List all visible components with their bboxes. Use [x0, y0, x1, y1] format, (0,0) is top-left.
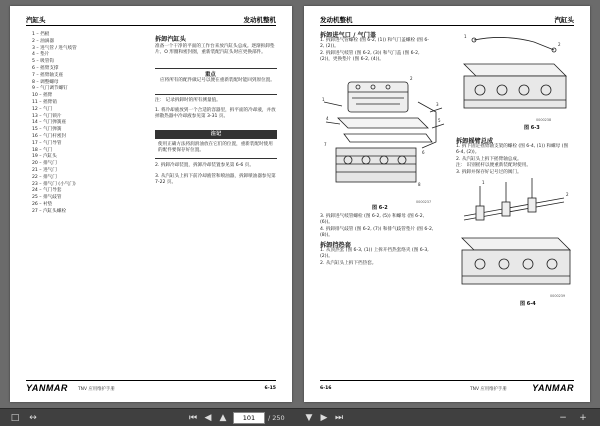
step-1: 1. 将冷却液放到一个合适的容器里，拆平面的冷却液，并放掉散热器中冷却液参见第 3-31 页。	[155, 108, 276, 120]
figure-caption: 图 6-3	[524, 125, 540, 131]
legend-item: 7 – 摇臂轴支座	[32, 72, 64, 78]
figure-6-2-illustration	[318, 72, 446, 198]
svg-text:6: 6	[422, 150, 425, 155]
caution-text: 使用正确方法将润滑油放在它们的位置，重新装配时使用的配件要保存好位置。	[158, 142, 273, 154]
page-number: 6-15	[264, 386, 276, 391]
page-total: / 250	[268, 414, 285, 422]
legend-item: 4 – 垫片	[32, 52, 50, 58]
zoom-in-icon[interactable]: +	[579, 413, 587, 423]
svg-text:2: 2	[566, 192, 569, 197]
fit-page-icon[interactable]: □	[10, 413, 20, 423]
section-text: 3. 拆卸进气岐管螺栓 (图 6-2, (5)) 和螺母 (图 6-2, (6))。 4. 拆卸排气歧管 (图 6-2, (7)) 和排气歧管垫片 (图 6-2, (8))。	[320, 214, 434, 239]
brand-logo: YANMAR	[26, 383, 68, 393]
section-text: 1. 拆卸进气管螺栓 (图 6-2, (1)) 和气门盖螺栓 (图 6-2, (2))。 2. 拆卸进气岐管 (图 6-2, (3)) 和气门盖 (图 6-2, (2))，更换垫片 (图 6-2, (4))。	[320, 38, 429, 63]
section-text: 1. 拆下固定摇臂轴支架的螺栓 (图 6-4, (1)) 和螺母 (图 6-4, (2))。 2. 从汽缸头上拆下摇臂轴总成。 注： 识别摇杆以便重新装配时使用。 3. 拆卸并保存好记号过的阀门。	[456, 144, 569, 175]
viewer-toolbar	[0, 408, 600, 426]
header-right: 汽缸头	[554, 16, 574, 24]
svg-text:3: 3	[436, 102, 439, 107]
page-number: 6-16	[320, 386, 332, 391]
page-header	[26, 14, 276, 26]
legend-item: 16 – 气门杆密封	[32, 133, 67, 139]
legend-item: 19 – 汽缸头	[32, 154, 57, 160]
figure-6-3-illustration	[454, 30, 574, 118]
fit-width-icon[interactable]: ↔	[29, 413, 37, 423]
svg-text:2: 2	[410, 76, 413, 81]
legend-item: 23 – 排气门 (小气门)	[32, 181, 76, 187]
legend-item: 13 – 气门锁片	[32, 113, 62, 119]
legend-item: 1 – 挡板	[32, 32, 50, 37]
legend-item: 20 – 排气门	[32, 161, 57, 167]
notice-text: 应将所有的配件做记号以便在重新装配时能回到原位置。	[160, 78, 275, 83]
caution-divider	[155, 158, 277, 159]
legend-item: 6 – 摇臂支撑	[32, 65, 59, 71]
footer-text: TNV 应用维护手册	[78, 387, 115, 392]
legend-item: 10 – 摇臂	[32, 93, 53, 99]
left-page	[10, 6, 292, 402]
notice-divider	[155, 94, 277, 95]
page-number-input[interactable]: 101	[233, 412, 265, 424]
svg-text:1: 1	[482, 180, 485, 185]
right-page	[304, 6, 590, 402]
page-header	[320, 14, 574, 26]
section-title: 拆卸进气口 / 气门盖	[320, 32, 377, 39]
step-2: 2. 拆卸冷却装置，拆卸冷却装置参见第 6-6 页。	[155, 163, 254, 168]
legend-item: 21 – 进气门	[32, 167, 57, 173]
page-footer	[26, 380, 276, 394]
parts-legend	[32, 32, 142, 216]
page-footer	[320, 380, 574, 394]
section-text: 1. 从顶热套 (图 6-3, (1)) 上拆开挡热套络夹 (图 6-3, (2))。 2. 从汽缸头上拆下挡热套。	[320, 248, 429, 266]
legend-item: 22 – 排气门	[32, 174, 57, 180]
next-page-icon[interactable]: ▶	[320, 413, 328, 423]
last-page-icon[interactable]: ⏭	[334, 413, 344, 423]
figure-code: 0000237	[416, 200, 432, 204]
first-page-icon[interactable]: ⏮	[188, 413, 198, 423]
legend-item: 9 – 气门调节螺钉	[32, 86, 68, 92]
figure-code: 0000239	[550, 294, 566, 298]
scroll-down-icon[interactable]: ▼	[305, 413, 313, 423]
svg-text:5: 5	[438, 118, 441, 123]
header-left: 发动机整机	[320, 16, 353, 24]
legend-item: 5 – 吸管钩	[32, 59, 54, 65]
legend-item: 15 – 气门弹簧	[32, 127, 62, 133]
svg-text:1: 1	[322, 97, 325, 102]
figure-code: 0000238	[536, 118, 552, 122]
legend-item: 3 – 进气管 / 进气岐管	[32, 45, 77, 51]
figure-caption: 图 6-2	[372, 205, 388, 211]
caution-bar: 注记	[155, 130, 277, 139]
legend-item: 2 – 油滴器	[32, 38, 54, 44]
brand-logo: YANMAR	[532, 383, 574, 393]
figure-6-4-illustration	[454, 176, 578, 298]
notice-title: 重点	[205, 72, 216, 78]
section-title: 拆卸汽缸头	[155, 36, 186, 43]
legend-item: 27 – 汽缸头螺栓	[32, 208, 67, 214]
zoom-out-icon[interactable]: −	[559, 413, 567, 423]
legend-item: 12 – 气门	[32, 106, 53, 112]
svg-text:8: 8	[418, 182, 421, 187]
section-title: 拆卸挡热套	[320, 242, 351, 249]
prev-page-icon[interactable]: ◀	[204, 413, 212, 423]
step-3: 3. 从汽缸头上拆下前冷却液管和喷油器，拆卸喷油器参见第 7-22 页。	[155, 174, 276, 186]
svg-text:4: 4	[326, 116, 329, 121]
svg-text:1: 1	[464, 34, 467, 39]
scroll-up-icon[interactable]: ▲	[219, 413, 227, 423]
note-text: 注： 记录拆卸时的所有测量值。	[155, 98, 221, 103]
svg-text:2: 2	[558, 42, 561, 47]
header-right: 发动机整机	[243, 16, 276, 24]
legend-item: 24 – 气门导套	[32, 188, 62, 194]
header-left: 汽缸头	[26, 16, 46, 24]
notice-divider	[155, 68, 277, 69]
legend-item: 11 – 摇臂销	[32, 99, 57, 105]
figure-caption: 图 6-4	[520, 301, 536, 307]
section-title: 拆卸摇臂总成	[456, 138, 494, 145]
legend-item: 14 – 气门弹簧座	[32, 120, 67, 126]
footer-text: TNV 应用维护手册	[470, 387, 507, 392]
legend-item: 26 – 衬垫	[32, 201, 53, 207]
legend-item: 8 – 调整螺母	[32, 79, 59, 85]
svg-text:7: 7	[324, 142, 327, 147]
legend-item: 17 – 气门导管	[32, 140, 62, 146]
legend-item: 25 – 排气歧管	[32, 195, 62, 201]
intro-text: 准备一个干净的平面的工作台来放汽缸头总成。逐渐拆卸垫片、O 形圈和密封圈，重新装配汽缸头时应更换部件。	[155, 44, 275, 56]
legend-item: 18 – 气门	[32, 147, 53, 153]
